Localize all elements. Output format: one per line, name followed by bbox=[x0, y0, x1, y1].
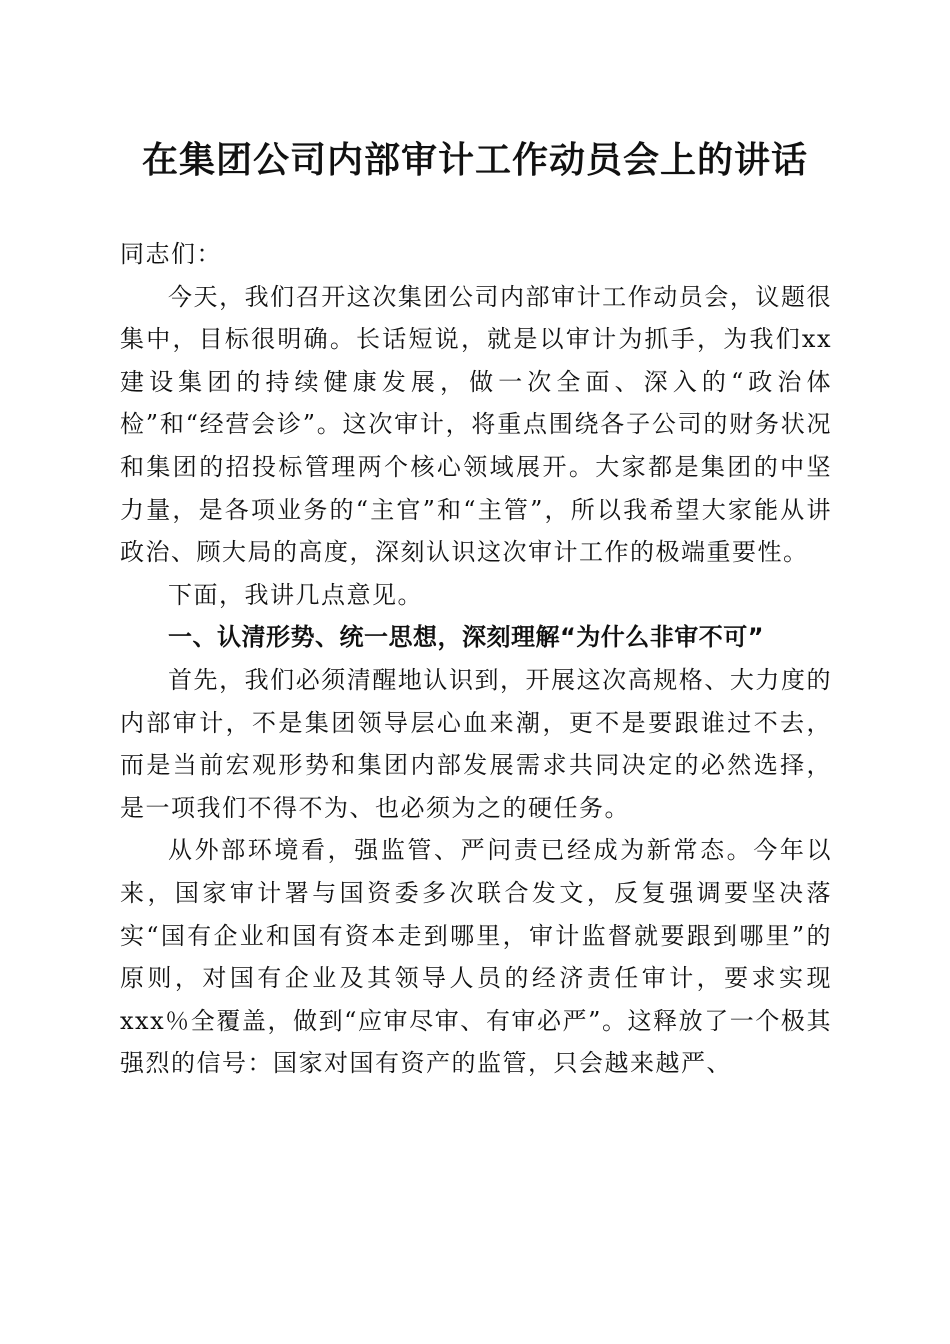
document-body bbox=[120, 233, 832, 1085]
paragraph-section-2: 从外部环境看，强监管、严问责已经成为新常态。今年以来，国家审计署与国资委多次联合发文，反复强调要坚决落实“国有企业和国有资本走到哪里，审计监督就要跟到哪里”的原则，对国有企业及其领导人员的经济责任审计，要求实现xxx％全覆盖，做到“应审尽审、有审必严”。这释放了一个极其强烈的信号：国家对国有资产的监管，只会越来越严、 bbox=[120, 836, 832, 1078]
salutation: 同志们： bbox=[120, 240, 222, 268]
paragraph-intro: 今天，我们召开这次集团公司内部审计工作动员会，议题很集中，目标很明确。长话短说，就是以审计为抓手，为我们xx建设集团的持续健康发展，做一次全面、深入的“政治体检”和“经营会诊”。这次审计，将重点围绕各子公司的财务状况和集团的招投标管理两个核心领域展开。大家都是集团的中坚力量，是各项业务的“主官”和“主管”，所以我希望大家能从讲政治、顾大局的高度，深刻认识这次审计工作的极端重要性。 bbox=[120, 282, 832, 567]
paragraph-transition: 下面，我讲几点意见。 bbox=[168, 580, 423, 609]
paragraph-section-1: 首先，我们必须清醒地认识到，开展这次高规格、大力度的内部审计，不是集团领导层心血来潮，更不是要跟谁过不去，而是当前宏观形势和集团内部发展需求共同决定的必然选择，是一项我们不得不为、也必须为之的硬任务。 bbox=[120, 665, 832, 822]
section-heading: 一、认清形势、统一思想，深刻理解“为什么非审不可” bbox=[168, 623, 765, 652]
document-title: 在集团公司内部审计工作动员会上的讲话 bbox=[141, 139, 808, 181]
